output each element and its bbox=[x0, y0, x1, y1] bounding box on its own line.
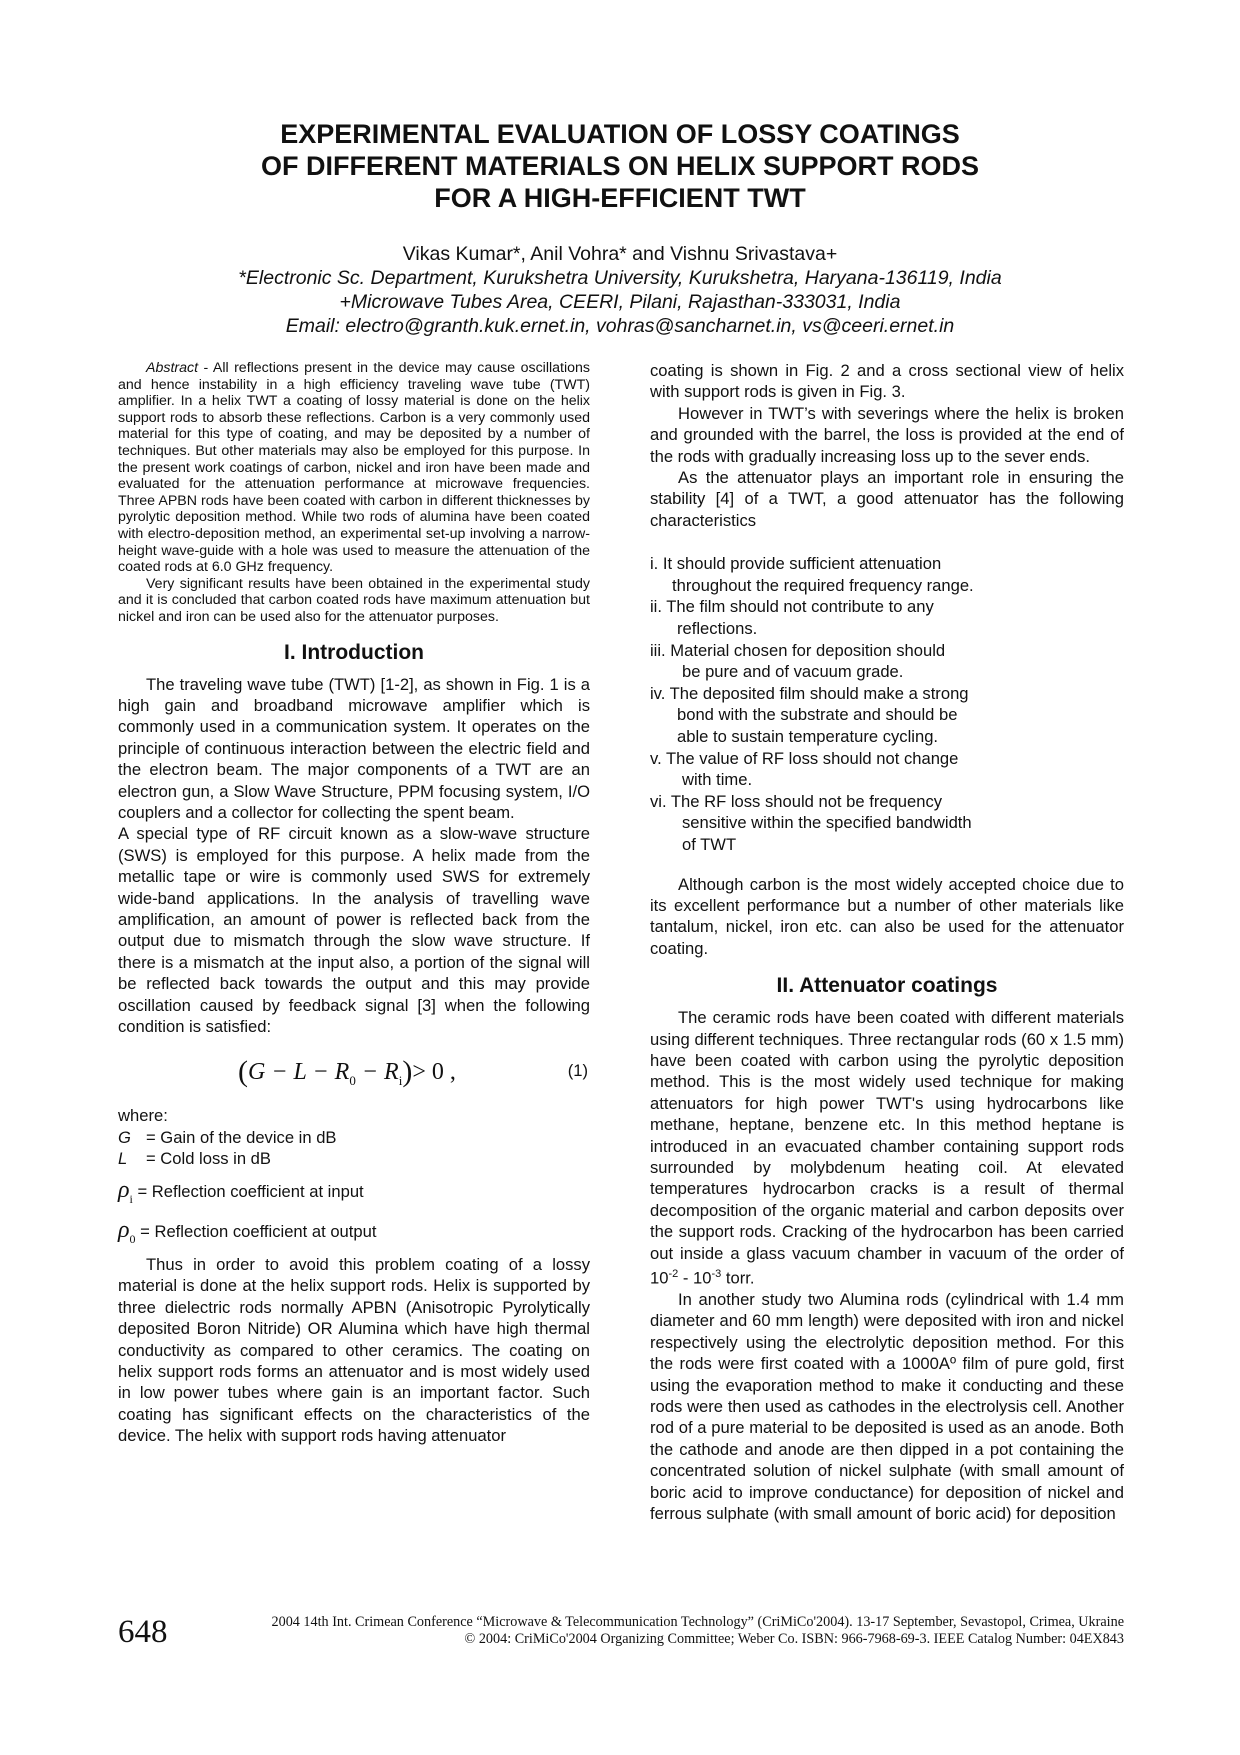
intro-paragraph-2: A special type of RF circuit known as a slow-wave structure (SWS) is employed for this purpose. A helix made from the metallic tape or wire is commonly used SWS for extremely wide-band applications. In the analysis of travelling wave amplification, an amount of power is reflected back from the output due to mismatch through the slow wave structure. If there is a mismatch at the input also, a portion of the signal will be reflected back towards the output and this may provide oscillation caused by feedback signal [3] when the following condition is satisfied: bbox=[118, 824, 590, 1036]
copyright-line: © 2004: CriMiCo'2004 Organizing Committee; Weber Co. ISBN: 966-7968-69-3. IEEE Catalog Number: 04EX843 bbox=[464, 1631, 1124, 1647]
where-label: where: bbox=[118, 1106, 168, 1126]
equation-expression: $(G - L - R_0 - R_i)> 0$ , bbox=[238, 1055, 456, 1089]
equation-1 bbox=[118, 1049, 590, 1105]
intro-paragraph-3: Thus in order to avoid this problem coating of a lossy material is done at the helix support rods. Helix is supported by three dielectric rods normally APBN (Anisotropic Pyrolytically deposited Boron Nitride) OR Alumina which have high thermal conductivity as compared to other ceramics. The coating on helix support rods forms an attenuator and is most widely used in low power tubes where gain is an important factor. Such coating has significant effects on the characteristics of the device. The helix with support rods having attenuator bbox=[118, 1255, 590, 1446]
abstract-label: Abstract bbox=[146, 360, 199, 376]
definition-rho-i: $\rho_i$ = Reflection coefficient at input bbox=[118, 1176, 364, 1206]
section-heading-introduction: I. Introduction bbox=[284, 640, 424, 664]
conference-info bbox=[272, 1614, 1125, 1648]
list-item: ii. The film should not contribute to any reflections. bbox=[650, 597, 934, 639]
attenuator-coatings-body bbox=[650, 1007, 1124, 1524]
paragraph-pyrolytic-deposition: The ceramic rods have been coated with different materials using different techniques. Three rectangular rods (60 x 1.5 mm) have been coated with carbon using the pyrolytic deposition method. This is the most widely used technique for making attenuators for high power TWT's using hydrocarbons like methane, heptane, benzene etc. In this method heptane is introduced in an evacuated chamber containing support rods surrounded by molybdenum heating coil. At elevated temperatures hydrocarbon cracks is a result of thermal decomposition of the organic material and carbon deposits over the support rods. Cracking of the hydrocarbon has been carried out inside a glass vacuum chamber in vacuum of the order of $10^{-2} - 10^{-3}$ torr. bbox=[650, 1008, 1124, 1288]
email-line: Email: electro@granth.kuk.ernet.in, vohras@sancharnet.in, vs@ceeri.ernet.in bbox=[285, 315, 955, 337]
left-column bbox=[118, 360, 590, 1447]
affiliation-2: +Microwave Tubes Area, CEERI, Pilani, Rajasthan-333031, India bbox=[339, 291, 901, 313]
definition-G: G = Gain of the device in dB bbox=[118, 1127, 337, 1147]
abstract-paragraph-2: Very significant results have been obtained in the experimental study and it is concluded that carbon coated rods have maximum attenuation but nickel and iron can be used also for the attenuator purposes. bbox=[118, 575, 590, 625]
paragraph-attenuator-role: As the attenuator plays an important role in ensuring the stability [4] of a TWT, a good attenuator has the following characteristics bbox=[650, 468, 1124, 530]
paper-title bbox=[120, 118, 1120, 214]
variable-definitions bbox=[118, 1105, 590, 1250]
author-block bbox=[120, 242, 1120, 338]
definition-rho-0: $\rho_0$ = Reflection coefficient at output bbox=[118, 1216, 377, 1246]
paragraph-electrolytic-deposition: In another study two Alumina rods (cylindrical with 1.4 mm diameter and 60 mm length) were deposited with iron and nickel respectively using the electrolytic deposition method. For this the rods were first coated with a 1000Aº film of pure gold, first using the evaporation method to make it conducting and these rods were then used as cathodes in the electrolysis cell. Another rod of a pure material to be deposited is used as an anode. Both the cathode and anode are then dipped in a pot containing the concentrated solution of nickel sulphate (with small amount of boric acid to improve conductance) for deposition of nickel and ferrous sulphate (with small amount of boric acid) for deposition bbox=[650, 1290, 1124, 1524]
right-column-body bbox=[650, 360, 1124, 531]
list-item: v. The value of RF loss should not change with time. bbox=[650, 748, 959, 790]
section-heading-attenuator-coatings: II. Attenuator coatings bbox=[776, 974, 998, 998]
list-item: i. It should provide sufficient attenuation throughout the required frequency range. bbox=[650, 554, 974, 595]
title-line: OF DIFFERENT MATERIALS ON HELIX SUPPORT RODS bbox=[260, 151, 980, 181]
abstract-text: - All reflections present in the device may cause oscillations and hence instability in a high efficiency traveling wave tube (TWT) amplifier. In a helix TWT a coating of lossy material is done on the helix support rods to absorb these reflections. Carbon is a very commonly used material for this type of coating, and may be deposited by a number of techniques. But other materials may also be employed for this purpose. In the present work coatings of carbon, nickel and iron have been made and evaluated for the attenuation performance at microwave frequencies. Three APBN rods have been coated with carbon in different thicknesses by pyrolytic deposition method. While two rods of alumina have been coated with electro-deposition method, an experimental set-up involving a narrow-height wave-guide with a hole was used to measure the attenuation of the coated rods at 6.0 GHz frequency. bbox=[118, 360, 590, 576]
definition-L: L = Cold loss in dB bbox=[118, 1149, 271, 1169]
list-item: iii. Material chosen for deposition should be pure and of vacuum grade. bbox=[650, 640, 946, 682]
list-item: iv. The deposited film should make a strong bond with the substrate and should be able to sustain temperature cycling. bbox=[650, 683, 969, 746]
author-names: Vikas Kumar*, Anil Vohra* and Vishnu Srivastava+ bbox=[402, 243, 838, 265]
equation-number: (1) bbox=[567, 1061, 588, 1081]
page-footer bbox=[118, 1610, 1124, 1660]
list-item: vi. The RF loss should not be frequency sensitive within the specified bandwidth of TWT bbox=[650, 791, 972, 854]
affiliation-1: *Electronic Sc. Department, Kurukshetra University, Kurukshetra, Haryana-136119, India bbox=[238, 267, 1002, 289]
introduction-body bbox=[118, 674, 590, 1038]
paragraph-carbon-choice: Although carbon is the most widely accepted choice due to its excellent performance but a number of other materials like tantalum, nickel, iron etc. can also be used for the attenuator coating. bbox=[650, 874, 1124, 958]
characteristics-list bbox=[650, 553, 1124, 855]
introduction-body-continued bbox=[118, 1254, 590, 1447]
abstract bbox=[118, 360, 590, 626]
abstract-paragraph bbox=[118, 360, 590, 576]
conference-line: 2004 14th Int. Crimean Conference “Microwave & Telecommunication Technology” (CriMiCo'2004). 13-17 September, Sevastopol, Crimea, Ukraine bbox=[271, 1614, 1124, 1630]
paragraph-continuation: coating is shown in Fig. 2 and a cross sectional view of helix with support rods is given in Fig. 3. bbox=[650, 361, 1124, 402]
page-number: 648 bbox=[118, 1614, 168, 1650]
right-column-body-2 bbox=[650, 874, 1124, 960]
title-line: EXPERIMENTAL EVALUATION OF LOSSY COATINGS bbox=[280, 119, 960, 149]
title-line: FOR A HIGH-EFFICIENT TWT bbox=[434, 183, 806, 213]
right-column bbox=[650, 360, 1124, 1524]
intro-paragraph-1: The traveling wave tube (TWT) [1-2], as shown in Fig. 1 is a high gain and broadband microwave amplifier which is commonly used in a communication system. It operates on the principle of continuous interaction between the electric field and the electron beam. The major components of a TWT are an electron gun, a Slow Wave Structure, PPM focusing system, I/O couplers and a collector for collecting the spent beam. bbox=[118, 674, 590, 822]
paragraph-severings: However in TWT’s with severings where the helix is broken and grounded with the barrel, the loss is provided at the end of the rods with gradually increasing loss up to the sever ends. bbox=[650, 403, 1124, 466]
